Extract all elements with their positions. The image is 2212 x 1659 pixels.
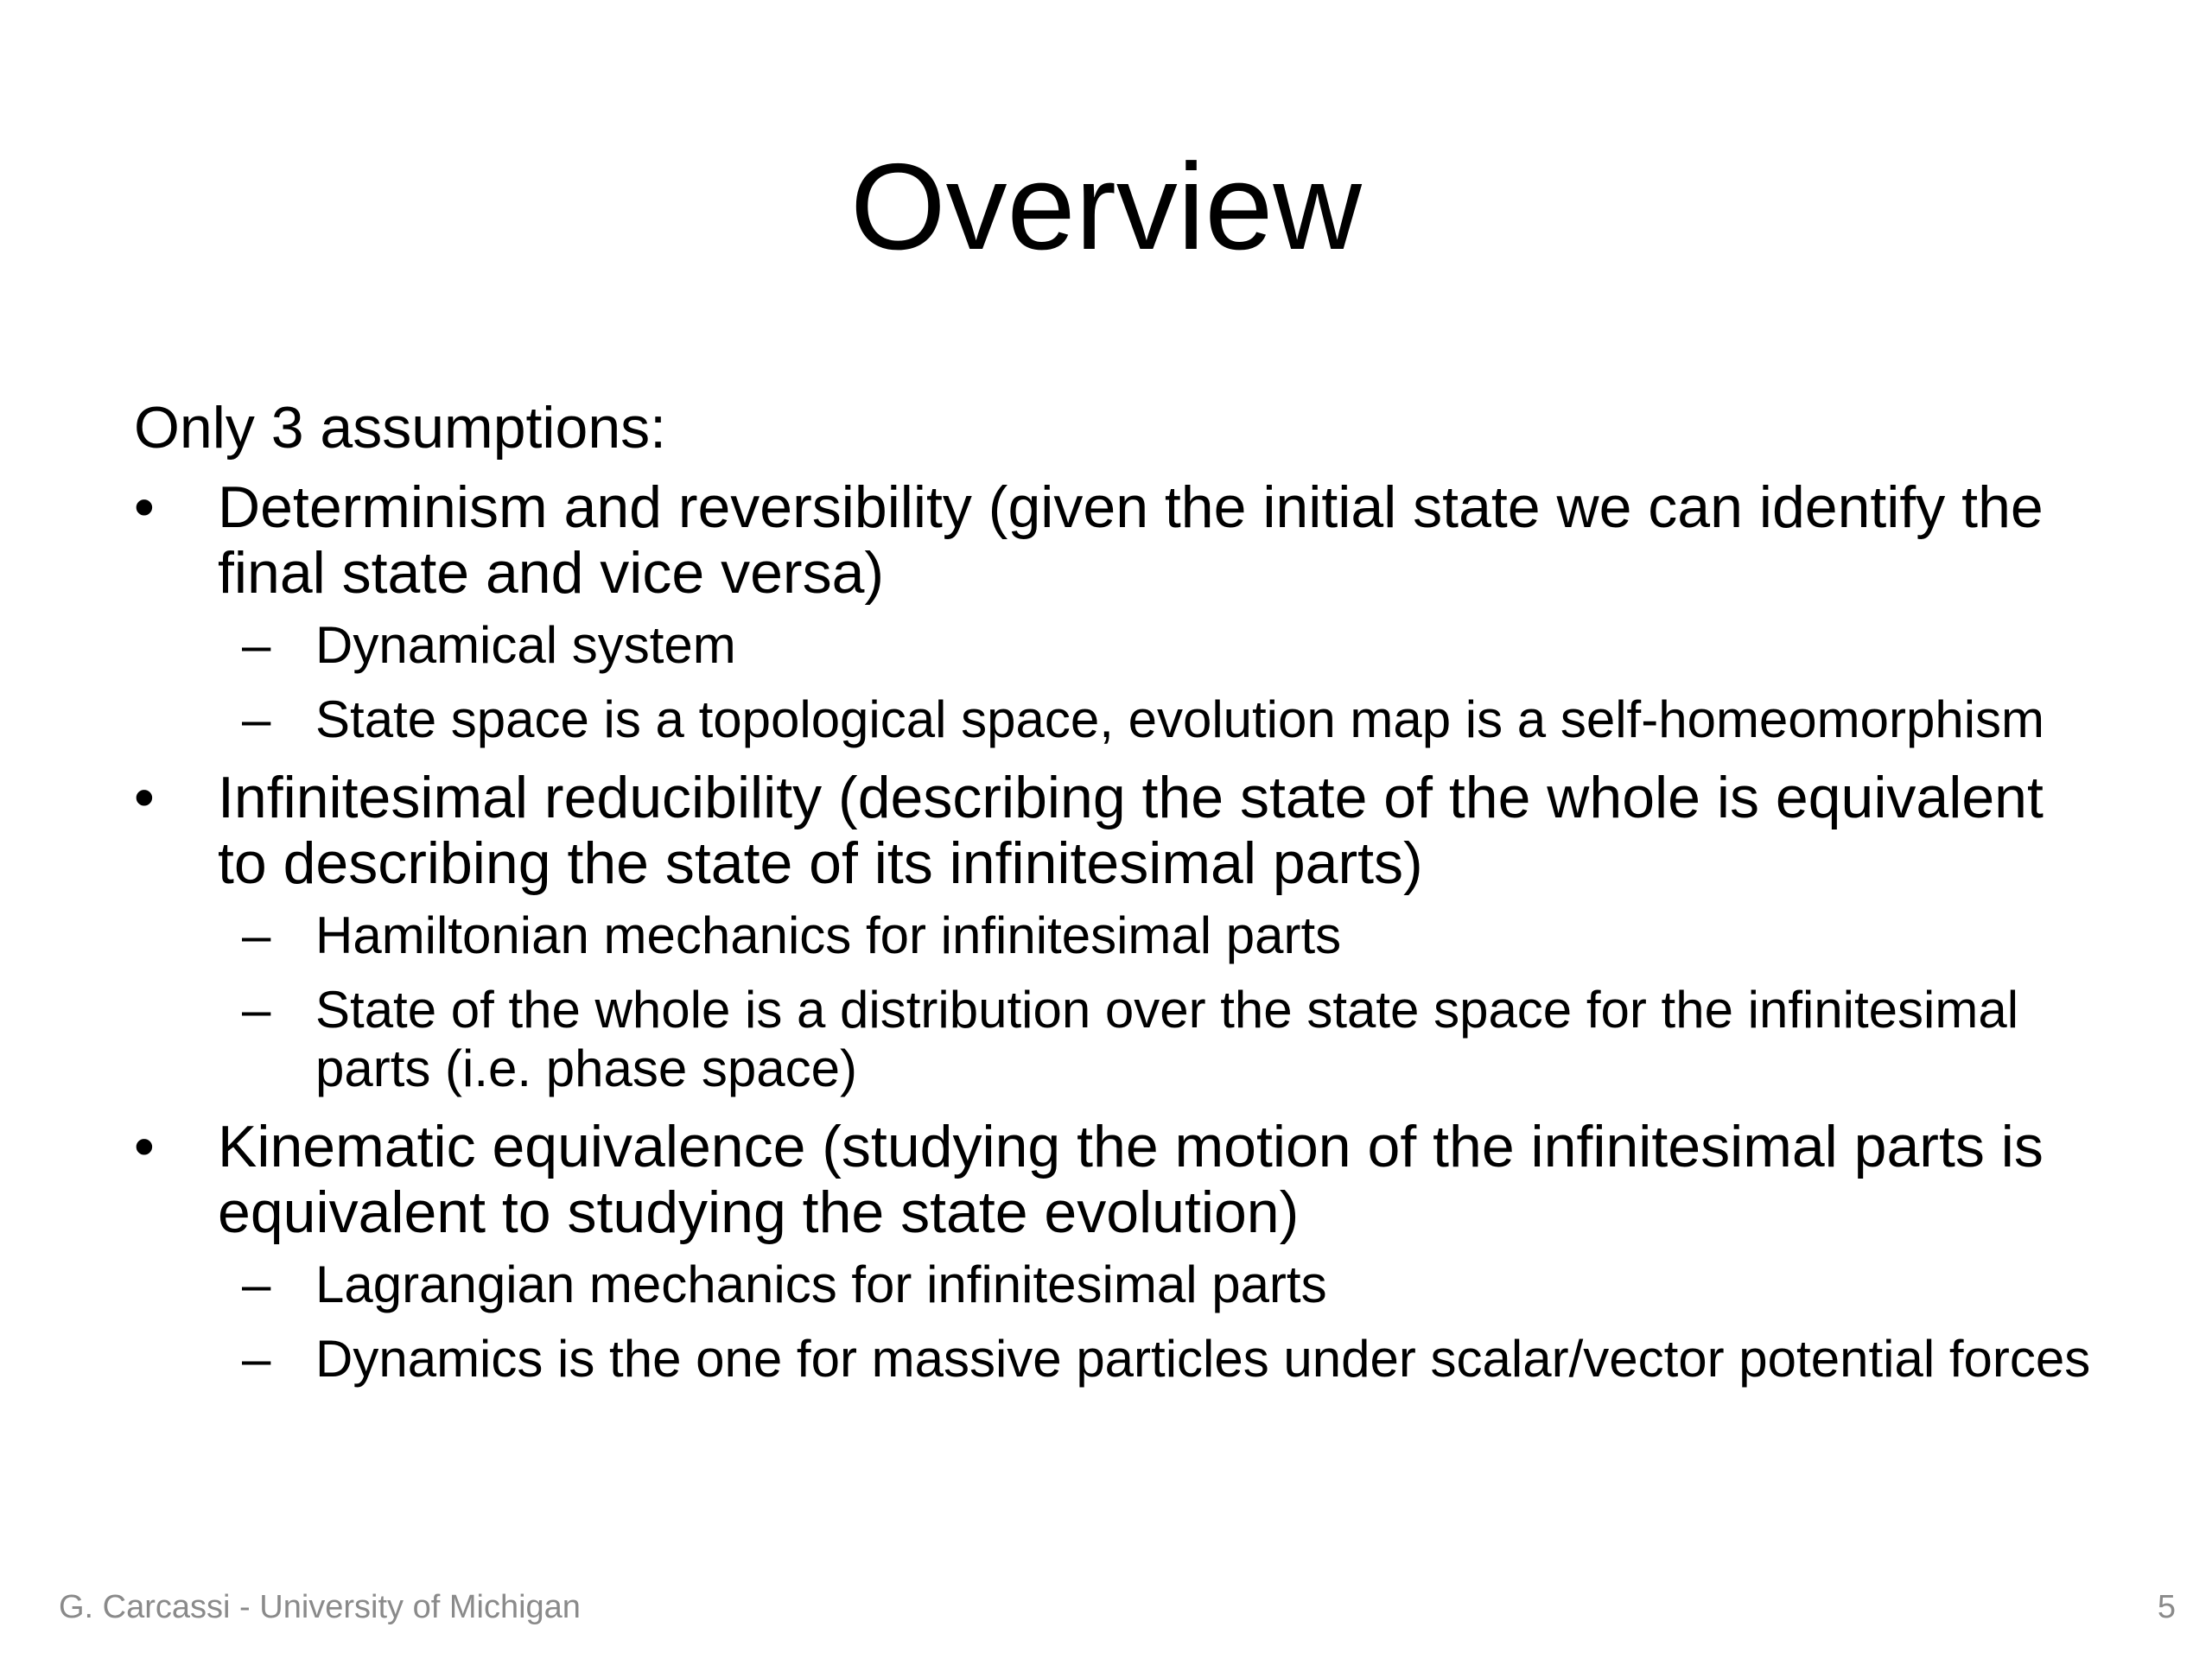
bullet-text: Determinism and reversibility (given the initial state we can identify the final state and vice versa) (218, 474, 2044, 606)
bullet-item-infinitesimal-reducibility (134, 765, 2095, 896)
bullet-marker: • (134, 474, 155, 540)
dash-marker: – (242, 906, 271, 964)
subitem-text: Lagrangian mechanics for infinitesimal parts (315, 1255, 1327, 1313)
subitem-phase-space (134, 981, 2095, 1098)
page-number: 5 (2157, 1589, 2176, 1625)
subitem-text: Hamiltonian mechanics for infinitesimal parts (315, 906, 1342, 964)
subitem-text: State of the whole is a distribution over the state space for the infinitesimal parts (i.e. phase space) (315, 981, 2019, 1097)
subitem-hamiltonian-mechanics (134, 906, 2095, 965)
intro-text: Only 3 assumptions: (134, 395, 667, 461)
slide-title: Overview (850, 138, 1362, 276)
sublist-kinematic-equivalence (134, 1255, 2095, 1389)
bullet-item-determinism (134, 474, 2095, 606)
dash-marker: – (242, 616, 271, 674)
bullet-text: Infinitesimal reducibility (describing the state of the whole is equivalent to describing the state of its infinitesimal parts) (218, 765, 2044, 896)
subitem-massive-particles (134, 1330, 2095, 1389)
dash-marker: – (242, 1330, 271, 1388)
dash-marker: – (242, 981, 271, 1039)
bullet-marker: • (134, 1114, 155, 1179)
bullet-text: Kinematic equivalence (studying the motion of the infinitesimal parts is equivalent to studying the state evolution) (218, 1114, 2044, 1245)
slide-content (134, 393, 2095, 1404)
subitem-text: Dynamics is the one for massive particles under scalar/vector potential forces (315, 1330, 2091, 1388)
bullet-marker: • (134, 765, 155, 830)
subitem-text: Dynamical system (315, 616, 736, 674)
subitem-dynamical-system (134, 616, 2095, 675)
bullet-item-kinematic-equivalence (134, 1114, 2095, 1245)
footer-author: G. Carcassi - University of Michigan (59, 1589, 581, 1625)
sublist-infinitesimal-reducibility (134, 906, 2095, 1098)
dash-marker: – (242, 1255, 271, 1313)
subitem-topological-space (134, 690, 2095, 749)
subitem-lagrangian-mechanics (134, 1255, 2095, 1314)
dash-marker: – (242, 690, 271, 748)
subitem-text: State space is a topological space, evolution map is a self-homeomorphism (315, 690, 2045, 748)
sublist-determinism (134, 616, 2095, 749)
